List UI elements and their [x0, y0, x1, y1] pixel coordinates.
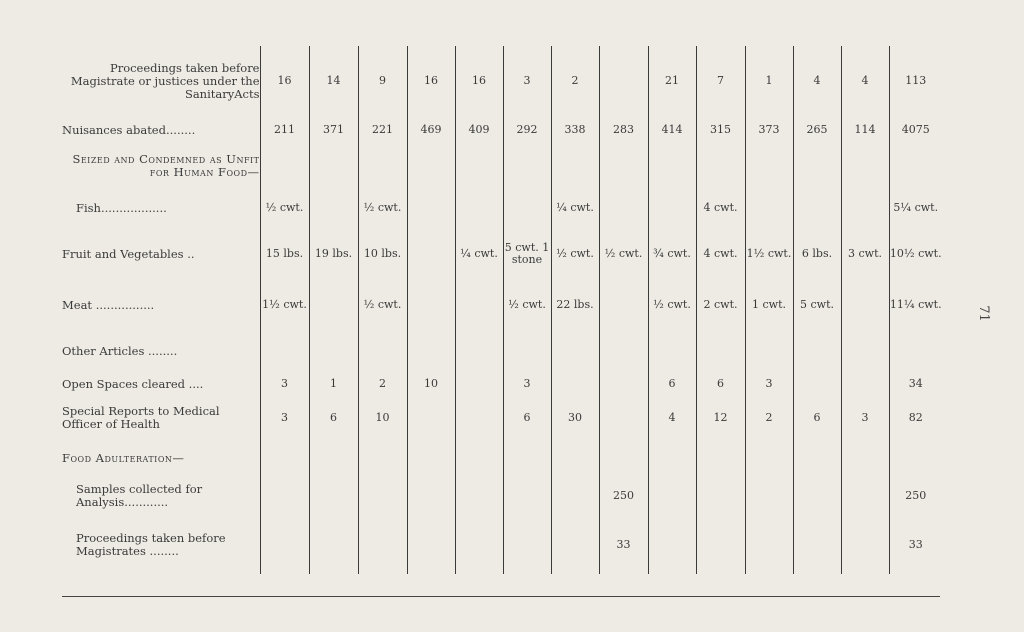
- row-label: Fish..................: [76, 200, 167, 215]
- table-cell: [599, 440, 648, 476]
- table-cell: [889, 144, 942, 188]
- table-cell: 373: [745, 116, 793, 144]
- table-cell: [455, 396, 503, 440]
- table-cell: [648, 440, 696, 476]
- table-cell: 6: [696, 372, 745, 396]
- table-cell: 371: [309, 116, 358, 144]
- table-cell: ½ cwt.: [503, 280, 551, 330]
- table-cell: [599, 188, 648, 228]
- row-label: Fruit and Vegetables ..: [62, 246, 195, 261]
- table-cell: [455, 476, 503, 516]
- table-cell: [455, 330, 503, 372]
- table-cell: ½ cwt.: [599, 228, 648, 280]
- table-cell: [260, 476, 309, 516]
- table-cell: 7: [696, 46, 745, 116]
- table-cell: [889, 440, 942, 476]
- table-cell: [455, 372, 503, 396]
- table-cell: [551, 516, 599, 574]
- table-cell: 1½ cwt.: [260, 280, 309, 330]
- table-cell: 21: [648, 46, 696, 116]
- statistics-table: [62, 46, 942, 574]
- table-cell: [309, 188, 358, 228]
- table-cell: ½ cwt.: [358, 280, 407, 330]
- table-cell: [599, 396, 648, 440]
- table-cell: [309, 144, 358, 188]
- table-cell: [309, 440, 358, 476]
- table-cell: [551, 476, 599, 516]
- table-cell: 14: [309, 46, 358, 116]
- table-cell: [696, 144, 745, 188]
- table-cell: [260, 516, 309, 574]
- table-cell: 4075: [889, 116, 942, 144]
- table-cell: [503, 440, 551, 476]
- table-cell: 10 lbs.: [358, 228, 407, 280]
- row-label: Nuisances abated........: [62, 122, 196, 137]
- table-cell: [358, 330, 407, 372]
- table-cell: [455, 440, 503, 476]
- table-cell: 409: [455, 116, 503, 144]
- table-cell: 5¼ cwt.: [889, 188, 942, 228]
- table-cell: [309, 280, 358, 330]
- table-cell: 315: [696, 116, 745, 144]
- table-cell: 292: [503, 116, 551, 144]
- table-cell: 250: [889, 476, 942, 516]
- table-cell: 3: [260, 372, 309, 396]
- table-row: [62, 116, 942, 144]
- table-cell: [358, 476, 407, 516]
- row-label: Food Adulteration—: [62, 450, 185, 465]
- table-cell: [841, 440, 889, 476]
- table-cell: 338: [551, 116, 599, 144]
- table-cell: 2: [551, 46, 599, 116]
- table-cell: [696, 440, 745, 476]
- table-cell: 30: [551, 396, 599, 440]
- table-cell: [503, 330, 551, 372]
- table-cell: 3: [260, 396, 309, 440]
- table-cell: [455, 188, 503, 228]
- table-row: [62, 280, 942, 330]
- table-cell: 34: [889, 372, 942, 396]
- table-cell: 15 lbs.: [260, 228, 309, 280]
- table-cell: [648, 516, 696, 574]
- row-label: Seized and Condemned as Unfit for Human Food—: [72, 152, 260, 179]
- table-cell: 33: [889, 516, 942, 574]
- table-cell: 22 lbs.: [551, 280, 599, 330]
- table-row: [62, 188, 942, 228]
- table-cell: [309, 476, 358, 516]
- table-cell: 113: [889, 46, 942, 116]
- table-cell: 3: [503, 46, 551, 116]
- table-cell: 114: [841, 116, 889, 144]
- table-cell: ½ cwt.: [551, 228, 599, 280]
- table-cell: 5 cwt. 1 stone: [503, 228, 551, 280]
- table-cell: 10½ cwt.: [889, 228, 942, 280]
- table-cell: ¼ cwt.: [455, 228, 503, 280]
- table-cell: [309, 516, 358, 574]
- table-cell: [551, 372, 599, 396]
- table-cell: [745, 440, 793, 476]
- table-cell: 6: [309, 396, 358, 440]
- table-cell: 265: [793, 116, 841, 144]
- table-cell: 414: [648, 116, 696, 144]
- table-cell: [260, 330, 309, 372]
- table-cell: [648, 144, 696, 188]
- table-cell: [793, 188, 841, 228]
- table-row: [62, 46, 942, 116]
- row-label: Samples collected for Analysis............: [76, 482, 203, 509]
- table-cell: 16: [260, 46, 309, 116]
- table-cell: 12: [696, 396, 745, 440]
- table-cell: 1: [309, 372, 358, 396]
- table-cell: [745, 476, 793, 516]
- table-row: [62, 228, 942, 280]
- table-cell: [407, 476, 455, 516]
- table-cell: 4: [841, 46, 889, 116]
- table-cell: [793, 372, 841, 396]
- table-cell: [407, 330, 455, 372]
- table-cell: 9: [358, 46, 407, 116]
- row-label: Meat ................: [62, 297, 155, 312]
- table-cell: [551, 440, 599, 476]
- table-cell: 6: [503, 396, 551, 440]
- table-cell: 82: [889, 396, 942, 440]
- table-row: [62, 476, 942, 516]
- table-cell: [260, 144, 309, 188]
- table-cell: 10: [407, 372, 455, 396]
- table-cell: [407, 144, 455, 188]
- table-cell: [599, 144, 648, 188]
- bottom-rule: [62, 596, 940, 597]
- table-cell: [455, 516, 503, 574]
- table-cell: [599, 46, 648, 116]
- table-row: [62, 516, 942, 574]
- table-cell: [551, 144, 599, 188]
- table-cell: [407, 228, 455, 280]
- table-cell: ½ cwt.: [648, 280, 696, 330]
- table-cell: 6: [648, 372, 696, 396]
- table-cell: [407, 280, 455, 330]
- table-cell: [503, 144, 551, 188]
- table-cell: [793, 440, 841, 476]
- table-cell: [841, 144, 889, 188]
- table-cell: [455, 144, 503, 188]
- table-cell: [841, 516, 889, 574]
- table-cell: 221: [358, 116, 407, 144]
- table-cell: [407, 440, 455, 476]
- table-cell: ½ cwt.: [358, 188, 407, 228]
- table-cell: 5 cwt.: [793, 280, 841, 330]
- table-cell: 4 cwt.: [696, 228, 745, 280]
- table-cell: [309, 330, 358, 372]
- table-cell: 4: [793, 46, 841, 116]
- table-cell: 2: [358, 372, 407, 396]
- table-cell: [260, 440, 309, 476]
- table-cell: 4: [648, 396, 696, 440]
- table-cell: 10: [358, 396, 407, 440]
- table-cell: 283: [599, 116, 648, 144]
- table-cell: [551, 330, 599, 372]
- row-label: Special Reports to Medical Officer of Health: [62, 404, 220, 431]
- table-cell: 1 cwt.: [745, 280, 793, 330]
- table-cell: [841, 372, 889, 396]
- table-cell: [358, 144, 407, 188]
- table-cell: [599, 280, 648, 330]
- table-row: [62, 144, 942, 188]
- table-cell: 4 cwt.: [696, 188, 745, 228]
- table-row: [62, 440, 942, 476]
- table-cell: 211: [260, 116, 309, 144]
- row-label: Open Spaces cleared ....: [62, 376, 204, 391]
- table-cell: 33: [599, 516, 648, 574]
- table-cell: [841, 280, 889, 330]
- row-label: Proceedings taken before Magistrate or justices under the SanitaryActs: [70, 60, 260, 101]
- page-number: 71: [975, 305, 991, 322]
- table-cell: 1: [745, 46, 793, 116]
- table-cell: [745, 516, 793, 574]
- table-cell: [793, 330, 841, 372]
- table-cell: [793, 144, 841, 188]
- table-row: [62, 330, 942, 372]
- table-cell: [793, 476, 841, 516]
- table-cell: 3: [841, 396, 889, 440]
- table-cell: [455, 280, 503, 330]
- table-cell: [599, 330, 648, 372]
- table-row: [62, 396, 942, 440]
- table-cell: [696, 516, 745, 574]
- table-cell: ¾ cwt.: [648, 228, 696, 280]
- table-cell: 6: [793, 396, 841, 440]
- table-cell: 11¼ cwt.: [889, 280, 942, 330]
- table-cell: [841, 476, 889, 516]
- row-label: Other Articles ........: [62, 343, 178, 358]
- table-cell: [745, 144, 793, 188]
- table-cell: ½ cwt.: [260, 188, 309, 228]
- table-cell: 1½ cwt.: [745, 228, 793, 280]
- table-cell: [358, 516, 407, 574]
- table-cell: [696, 476, 745, 516]
- table-cell: 3 cwt.: [841, 228, 889, 280]
- table-cell: [407, 516, 455, 574]
- table-cell: [889, 330, 942, 372]
- table-cell: [407, 396, 455, 440]
- table-cell: 6 lbs.: [793, 228, 841, 280]
- table-cell: [793, 516, 841, 574]
- table-cell: [648, 476, 696, 516]
- table-cell: [841, 188, 889, 228]
- table-cell: [407, 188, 455, 228]
- table-cell: [599, 372, 648, 396]
- table-cell: 250: [599, 476, 648, 516]
- table-cell: [648, 188, 696, 228]
- table-cell: 2: [745, 396, 793, 440]
- table-cell: 2 cwt.: [696, 280, 745, 330]
- table-row: [62, 372, 942, 396]
- table-cell: [503, 516, 551, 574]
- table-cell: [358, 440, 407, 476]
- table-cell: [503, 476, 551, 516]
- table-cell: [503, 188, 551, 228]
- row-label: Proceedings taken before Magistrates ........: [76, 531, 226, 558]
- table-cell: 469: [407, 116, 455, 144]
- table-cell: [745, 330, 793, 372]
- table-cell: 19 lbs.: [309, 228, 358, 280]
- table-cell: [696, 330, 745, 372]
- table-cell: 16: [455, 46, 503, 116]
- table-cell: 16: [407, 46, 455, 116]
- table-cell: [648, 330, 696, 372]
- table-cell: ¼ cwt.: [551, 188, 599, 228]
- table-cell: 3: [745, 372, 793, 396]
- table-cell: 3: [503, 372, 551, 396]
- table-cell: [841, 330, 889, 372]
- table-cell: [745, 188, 793, 228]
